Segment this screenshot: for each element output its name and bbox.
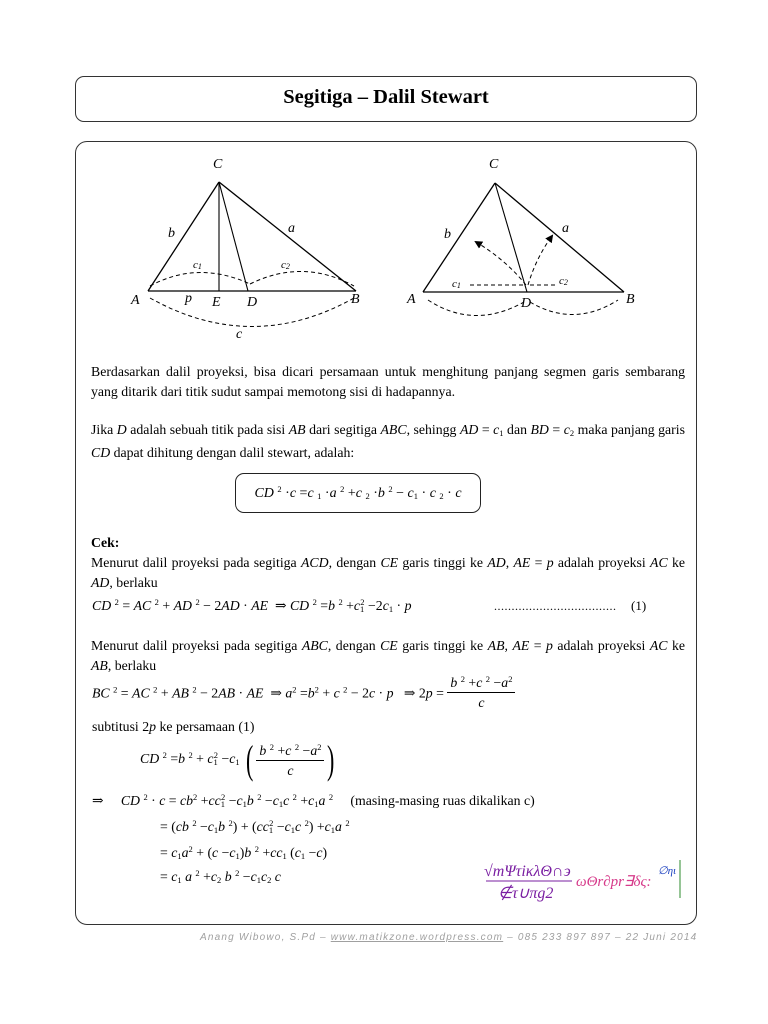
matikzone-logo: [484, 858, 684, 906]
label-B: B: [351, 292, 360, 307]
label-c1: c1: [452, 278, 461, 290]
equation-1-dots: ...................................: [494, 599, 617, 613]
label-A: A: [131, 293, 140, 308]
side-bc: [219, 182, 356, 291]
label-B: B: [626, 292, 635, 307]
label-C: C: [213, 157, 223, 172]
arc-c1: [150, 272, 250, 286]
arc-c2: [250, 271, 354, 286]
label-c1: c1: [193, 259, 202, 271]
label-p: p: [185, 291, 192, 306]
label-D: D: [521, 296, 532, 311]
cek-step1-text: Menurut dalil proyeksi pada segitiga ACD, dengan CE garis tinggi ke AD, AE = p adalah proyeksi AC ke AD, berlaku: [91, 555, 685, 590]
triangle-diagram-2: [404, 150, 664, 355]
label-b: b: [168, 226, 175, 241]
derivation-line-1: ⇒ CD $^2 \cdot c = cb^2 +cc_1^2 -c_1b$ $^2 -c_1c$ $^2 +c_1a$ $^2$ (masing-masing ruas dikalikan c): [92, 792, 535, 809]
page-title: Segitiga – Dalil Stewart: [283, 86, 489, 108]
title-box: [75, 76, 697, 122]
footer-url[interactable]: www.matikzone.wordpress.com: [330, 932, 504, 943]
derivation-line-4: = $c_1$ a $^2 +c_2$ b $^2 -c_1c_2$ c: [160, 868, 281, 885]
label-E: E: [212, 295, 221, 310]
arrow-right: [528, 236, 552, 285]
cevian-cd: [495, 183, 527, 292]
stewart-formula-box: [235, 473, 481, 513]
stewart-formula: CD $^2$ ·c =c $_1$ ·a $^2$ +c $_2$ ·b $^2 - c_1 \cdot c$ $_2$ · c: [254, 484, 462, 501]
svg-text:∅ηι: ∅ηι: [658, 865, 677, 877]
equation-bc: BC $^2$ = AC $^2$ + AB $^2$ − 2AB · AE ⇒ $a^2 =b^2 + c$ $^2$ − 2c · p ⇒ 2p = $\frac{b ^2 +c ^2 -a^2}{c}$: [92, 678, 515, 711]
equation-1-number: (1): [631, 598, 647, 613]
arc-c1: [428, 300, 524, 316]
label-c: c: [236, 327, 243, 342]
label-a: a: [288, 221, 295, 236]
derivation-note: (masing-masing ruas dikalikan c): [350, 793, 535, 808]
label-b: b: [444, 227, 451, 242]
arc-c2: [530, 300, 618, 315]
label-A: A: [407, 292, 416, 307]
svg-text:√mΨτiκλΘ∩϶: √mΨτiκλΘ∩϶: [484, 863, 570, 880]
svg-text:∉τ∪πg2: ∉τ∪πg2: [498, 885, 554, 902]
cek-step2-text: Menurut dalil proyeksi pada segitiga ABC, dengan CE garis tinggi ke AB, AE = p adalah proyeksi AC ke AB, berlaku: [91, 638, 685, 673]
cek-heading: Cek:: [91, 535, 120, 550]
equation-cd-substituted: CD $^2$ =b $^2 + c_1^2 -c_1$ ( $\frac{b ^2 +c ^2 -a^2}{c}$ ): [140, 737, 335, 782]
derivation-line-2: = (cb $^2 -c_1b$ $^2) + (cc_1^2 -c_1c$ $^2) +c_1a$ $^2$: [160, 818, 350, 835]
label-D: D: [247, 295, 258, 310]
side-ac: [148, 182, 219, 291]
side-ac: [423, 183, 495, 292]
cevian-cd: [219, 182, 248, 291]
label-c2: c2: [281, 259, 290, 271]
label-C: C: [489, 157, 499, 172]
page-footer: Anang Wibowo, S.Pd – www.matikzone.wordpress.com – 085 233 897 897 – 22 Juni 2014: [200, 932, 698, 943]
svg-text:ωΘr∂pr∃δς:: ωΘr∂pr∃δς:: [576, 874, 652, 890]
intro-paragraph: Berdasarkan dalil proyeksi, bisa dicari persamaan untuk menghitung panjang segmen garis sembarang yang ditarik dari titik sudut sampai memotong sisi di hadapannya.: [91, 364, 685, 399]
triangle-diagram-1: [128, 150, 388, 355]
definition-paragraph: Jika D adalah sebuah titik pada sisi AB dari segitiga ABC, sehingg AD = $c_1$ dan BD = $c_2$ maka panjang garis CD dapat dihitung dengan dalil stewart, adalah:: [91, 422, 685, 460]
label-a: a: [562, 221, 569, 236]
substitution-text: subtitusi 2p ke persamaan (1): [92, 719, 255, 734]
derivation-line-3: = $c_1a^2 + (c -c_1)b$ $^2 +cc_1$ $(c_1 -c)$: [160, 844, 328, 861]
equation-1: CD $^2$ = AC $^2$ + AD $^2$ − 2AD · AE ⇒ CD $^2$ =b $^2 +c_1^2 -2c_1 \cdot p$ ................................... (1): [92, 597, 647, 614]
label-c2: c2: [559, 275, 568, 287]
